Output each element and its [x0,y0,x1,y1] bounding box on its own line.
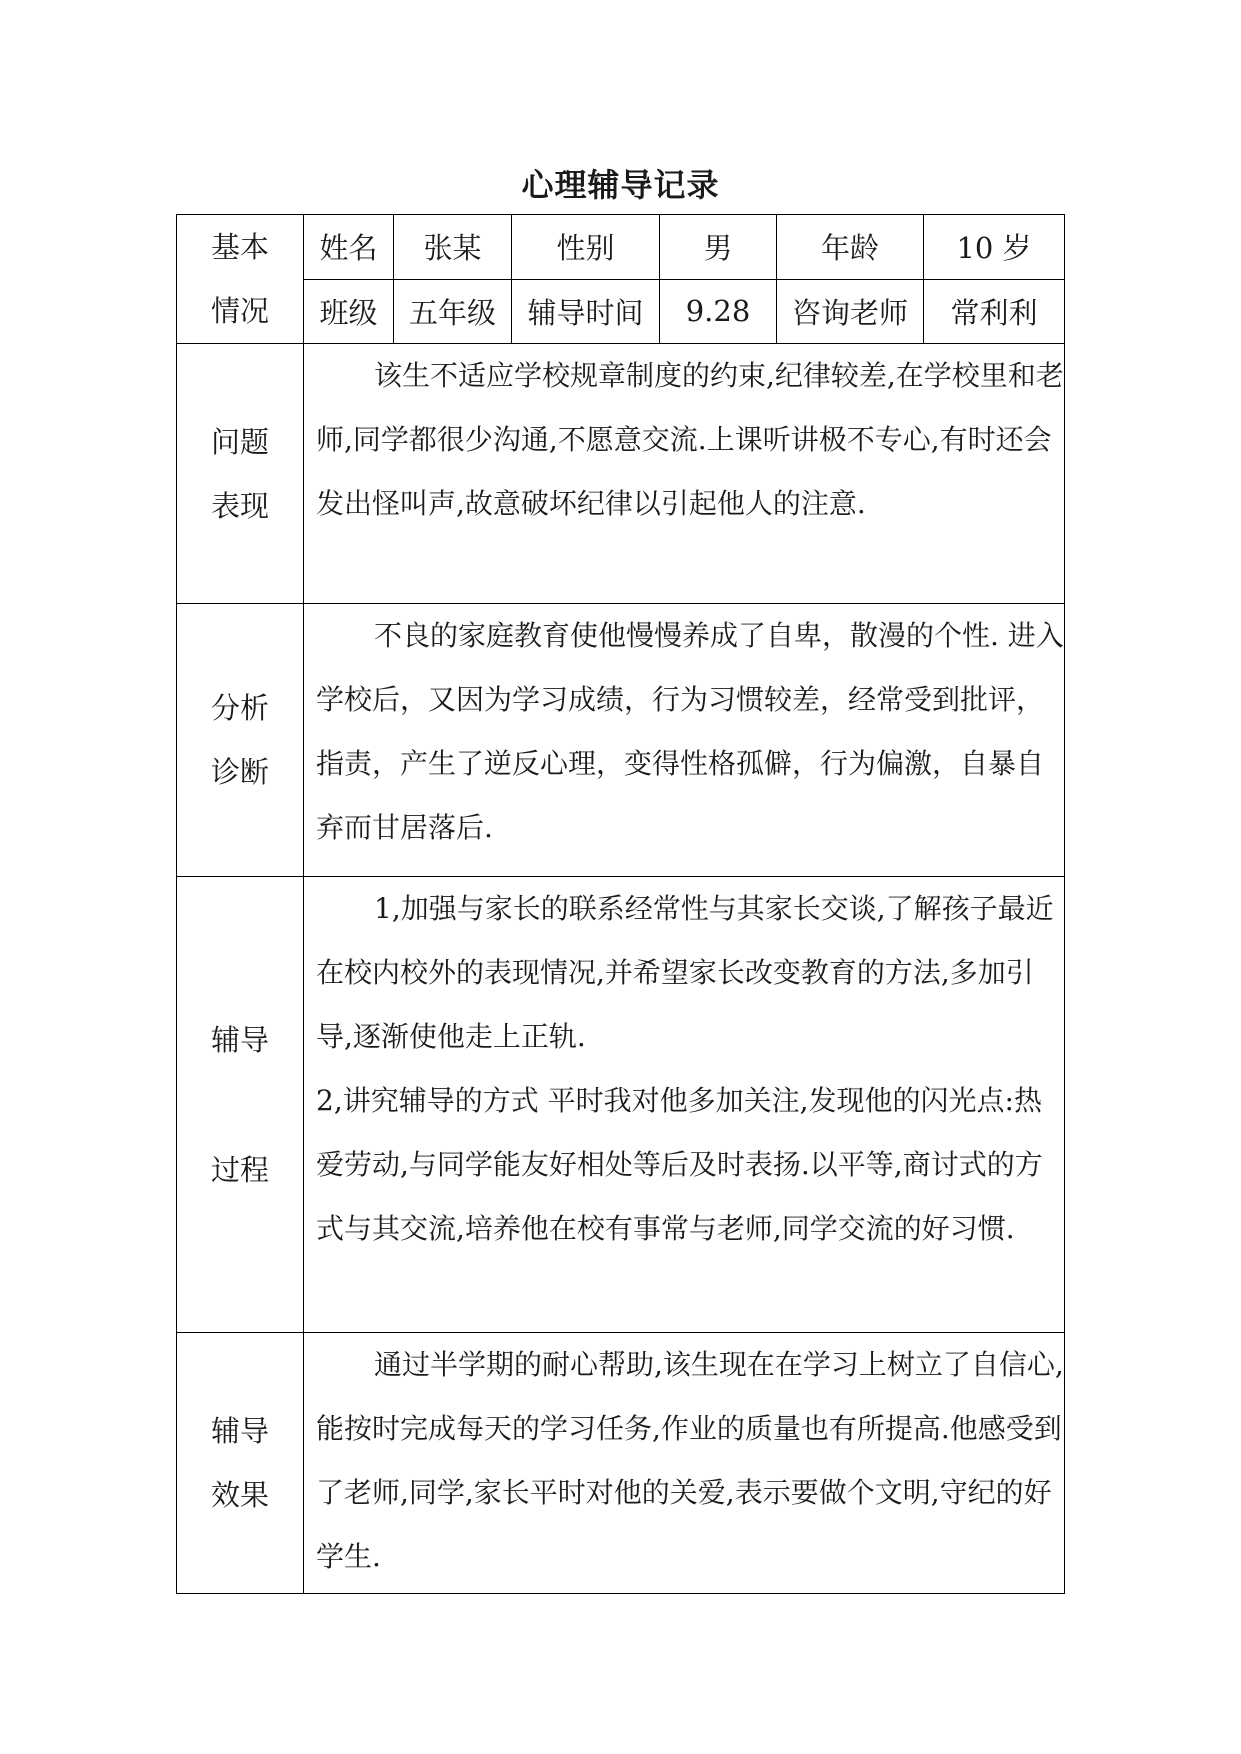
basic-info-label-line2: 情况 [210,294,269,328]
effect-label-line2: 效果 [210,1478,269,1512]
time-value: 9.28 [660,279,777,344]
effect-label-line1: 辅导 [210,1414,269,1448]
process-row [177,877,1065,1333]
effect-label [177,1333,304,1594]
analysis-content [304,604,1065,877]
name-label: 姓名 [304,215,394,280]
analysis-row [177,604,1065,877]
class-value: 五年级 [394,279,512,344]
analysis-text: 不良的家庭教育使他慢慢养成了自卑，散漫的个性. 进入学校后，又因为学习成绩，行为习惯较差，经常受到批评，指责，产生了逆反心理，变得性格孤僻，行为偏激，自暴自弃而甘居落后. [316,619,1064,844]
counseling-record-table [176,214,1065,1594]
effect-text: 通过半学期的耐心帮助,该生现在在学习上树立了自信心,能按时完成每天的学习任务,作业的质量也有所提高.他感受到了老师,同学,家长平时对他的关爱,表示要做个文明,守纪的好学生. [316,1348,1064,1573]
process-label-line1: 辅导 [210,1022,269,1057]
basic-info-row-1 [177,215,1065,280]
problem-row [177,344,1065,604]
basic-info-label [177,215,304,344]
process-item-1: 1,加强与家长的联系经常性与其家长交谈,了解孩子最近在校内校外的表现情况,并希望家长改变教育的方法,多加引导,逐渐使他走上正轨. [316,892,1054,1053]
time-label: 辅导时间 [512,279,660,344]
teacher-label: 咨询老师 [777,279,924,344]
name-value: 张某 [394,215,512,280]
analysis-label [177,604,304,877]
gender-label: 性别 [512,215,660,280]
effect-row [177,1333,1065,1594]
process-label-line2: 过程 [210,1152,269,1187]
problem-label [177,344,304,604]
teacher-value: 常利利 [924,279,1065,344]
process-content [304,877,1065,1333]
gender-value: 男 [660,215,777,280]
problem-label-line2: 表现 [210,488,269,523]
problem-text: 该生不适应学校规章制度的约束,纪律较差,在学校里和老师,同学都很少沟通,不愿意交流.上课听讲极不专心,有时还会发出怪叫声,故意破坏纪律以引起他人的注意. [316,359,1064,520]
process-label [177,877,304,1333]
process-item-2: 2,讲究辅导的方式 平时我对他多加关注,发现他的闪光点:热爱劳动,与同学能友好相处等后及时表扬.以平等,商讨式的方式与其交流,培养他在校有事常与老师,同学交流的好习惯. [316,1084,1043,1245]
problem-content [304,344,1065,604]
document-title: 心理辅导记录 [521,166,720,204]
analysis-label-line1: 分析 [210,691,269,725]
age-value: 10 岁 [924,215,1065,280]
basic-info-label-line1: 基本 [210,230,269,264]
class-label: 班级 [304,279,394,344]
problem-label-line1: 问题 [210,424,269,459]
age-label: 年龄 [777,215,924,280]
analysis-label-line2: 诊断 [210,755,269,789]
basic-info-row-2 [177,279,1065,344]
effect-content [304,1333,1065,1594]
